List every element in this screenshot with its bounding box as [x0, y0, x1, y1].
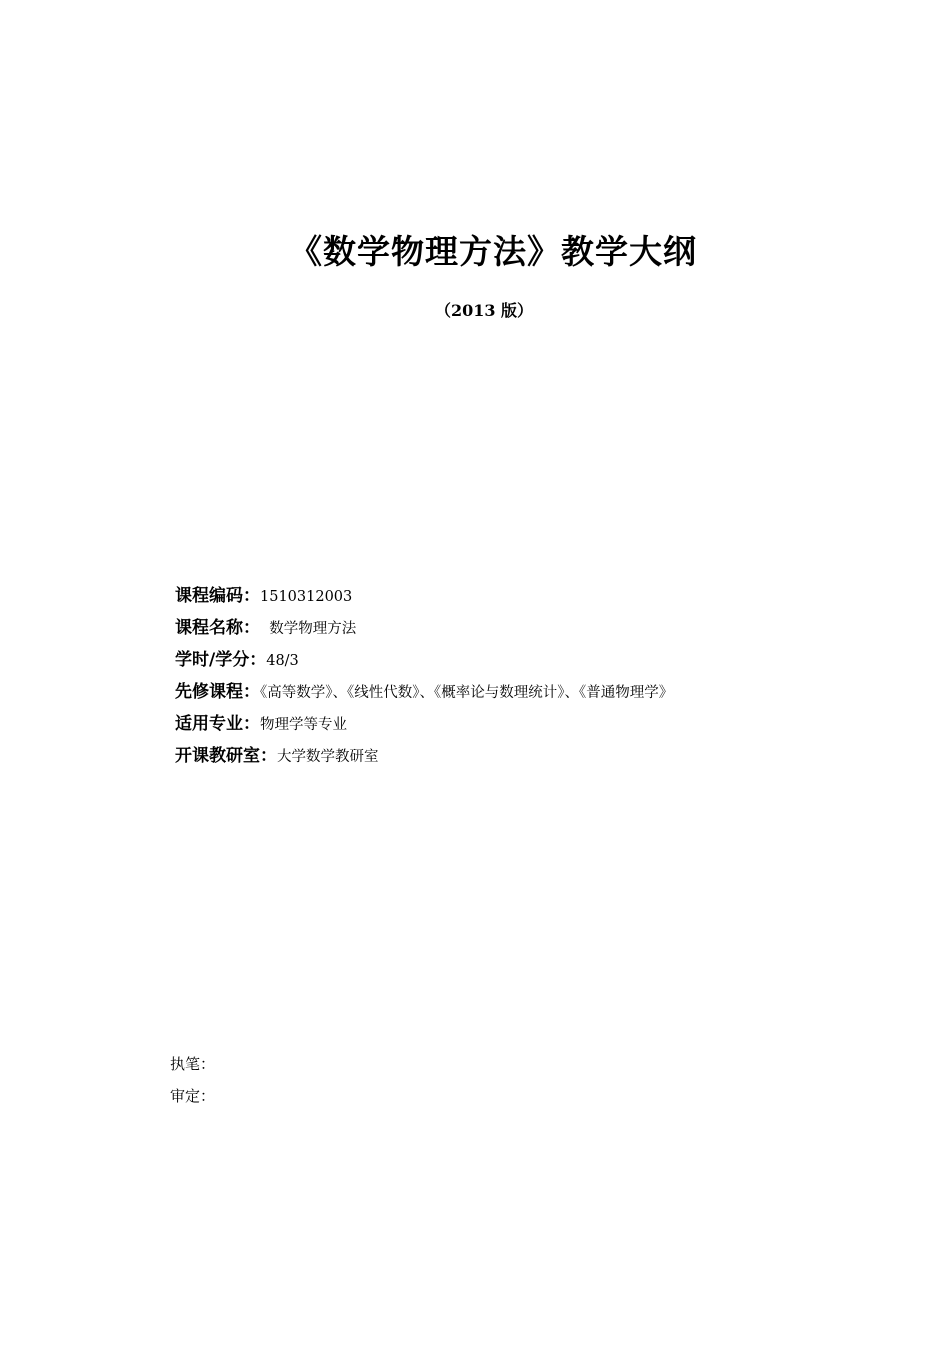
document-title: 《数学物理方法》教学大纲	[289, 232, 697, 271]
applicable-major-label: 适用专业：	[175, 714, 260, 734]
credit-hours-row	[175, 646, 915, 678]
course-code-value: 1510312003	[260, 589, 353, 605]
edition-label: （2013 版）	[434, 301, 534, 320]
applicable-major-value: 物理学等专业	[260, 717, 347, 733]
course-name-label: 课程名称：	[175, 618, 260, 638]
course-name-value: 数学物理方法	[260, 621, 357, 637]
course-code-row	[175, 582, 915, 614]
credit-hours-value: 48/3	[266, 653, 299, 669]
credit-hours-label: 学时/学分：	[175, 650, 267, 670]
applicable-major-row	[175, 710, 915, 742]
reviewer-label: 审定：	[170, 1087, 216, 1105]
signature-block	[170, 1050, 215, 1114]
course-name-row	[175, 614, 915, 646]
prerequisites-value: 《高等数学》、《线性代数》、《概率论与数理统计》、《普通物理学》	[260, 685, 674, 701]
teaching-office-value: 大学数学教研室	[277, 749, 379, 765]
course-info-block	[175, 582, 915, 774]
author-label: 执笔：	[170, 1055, 216, 1073]
teaching-office-label: 开课教研室：	[175, 746, 277, 766]
prerequisites-row	[175, 678, 915, 710]
prerequisites-label: 先修课程：	[175, 682, 260, 702]
course-code-label: 课程编码：	[175, 586, 260, 606]
teaching-office-row	[175, 742, 915, 774]
